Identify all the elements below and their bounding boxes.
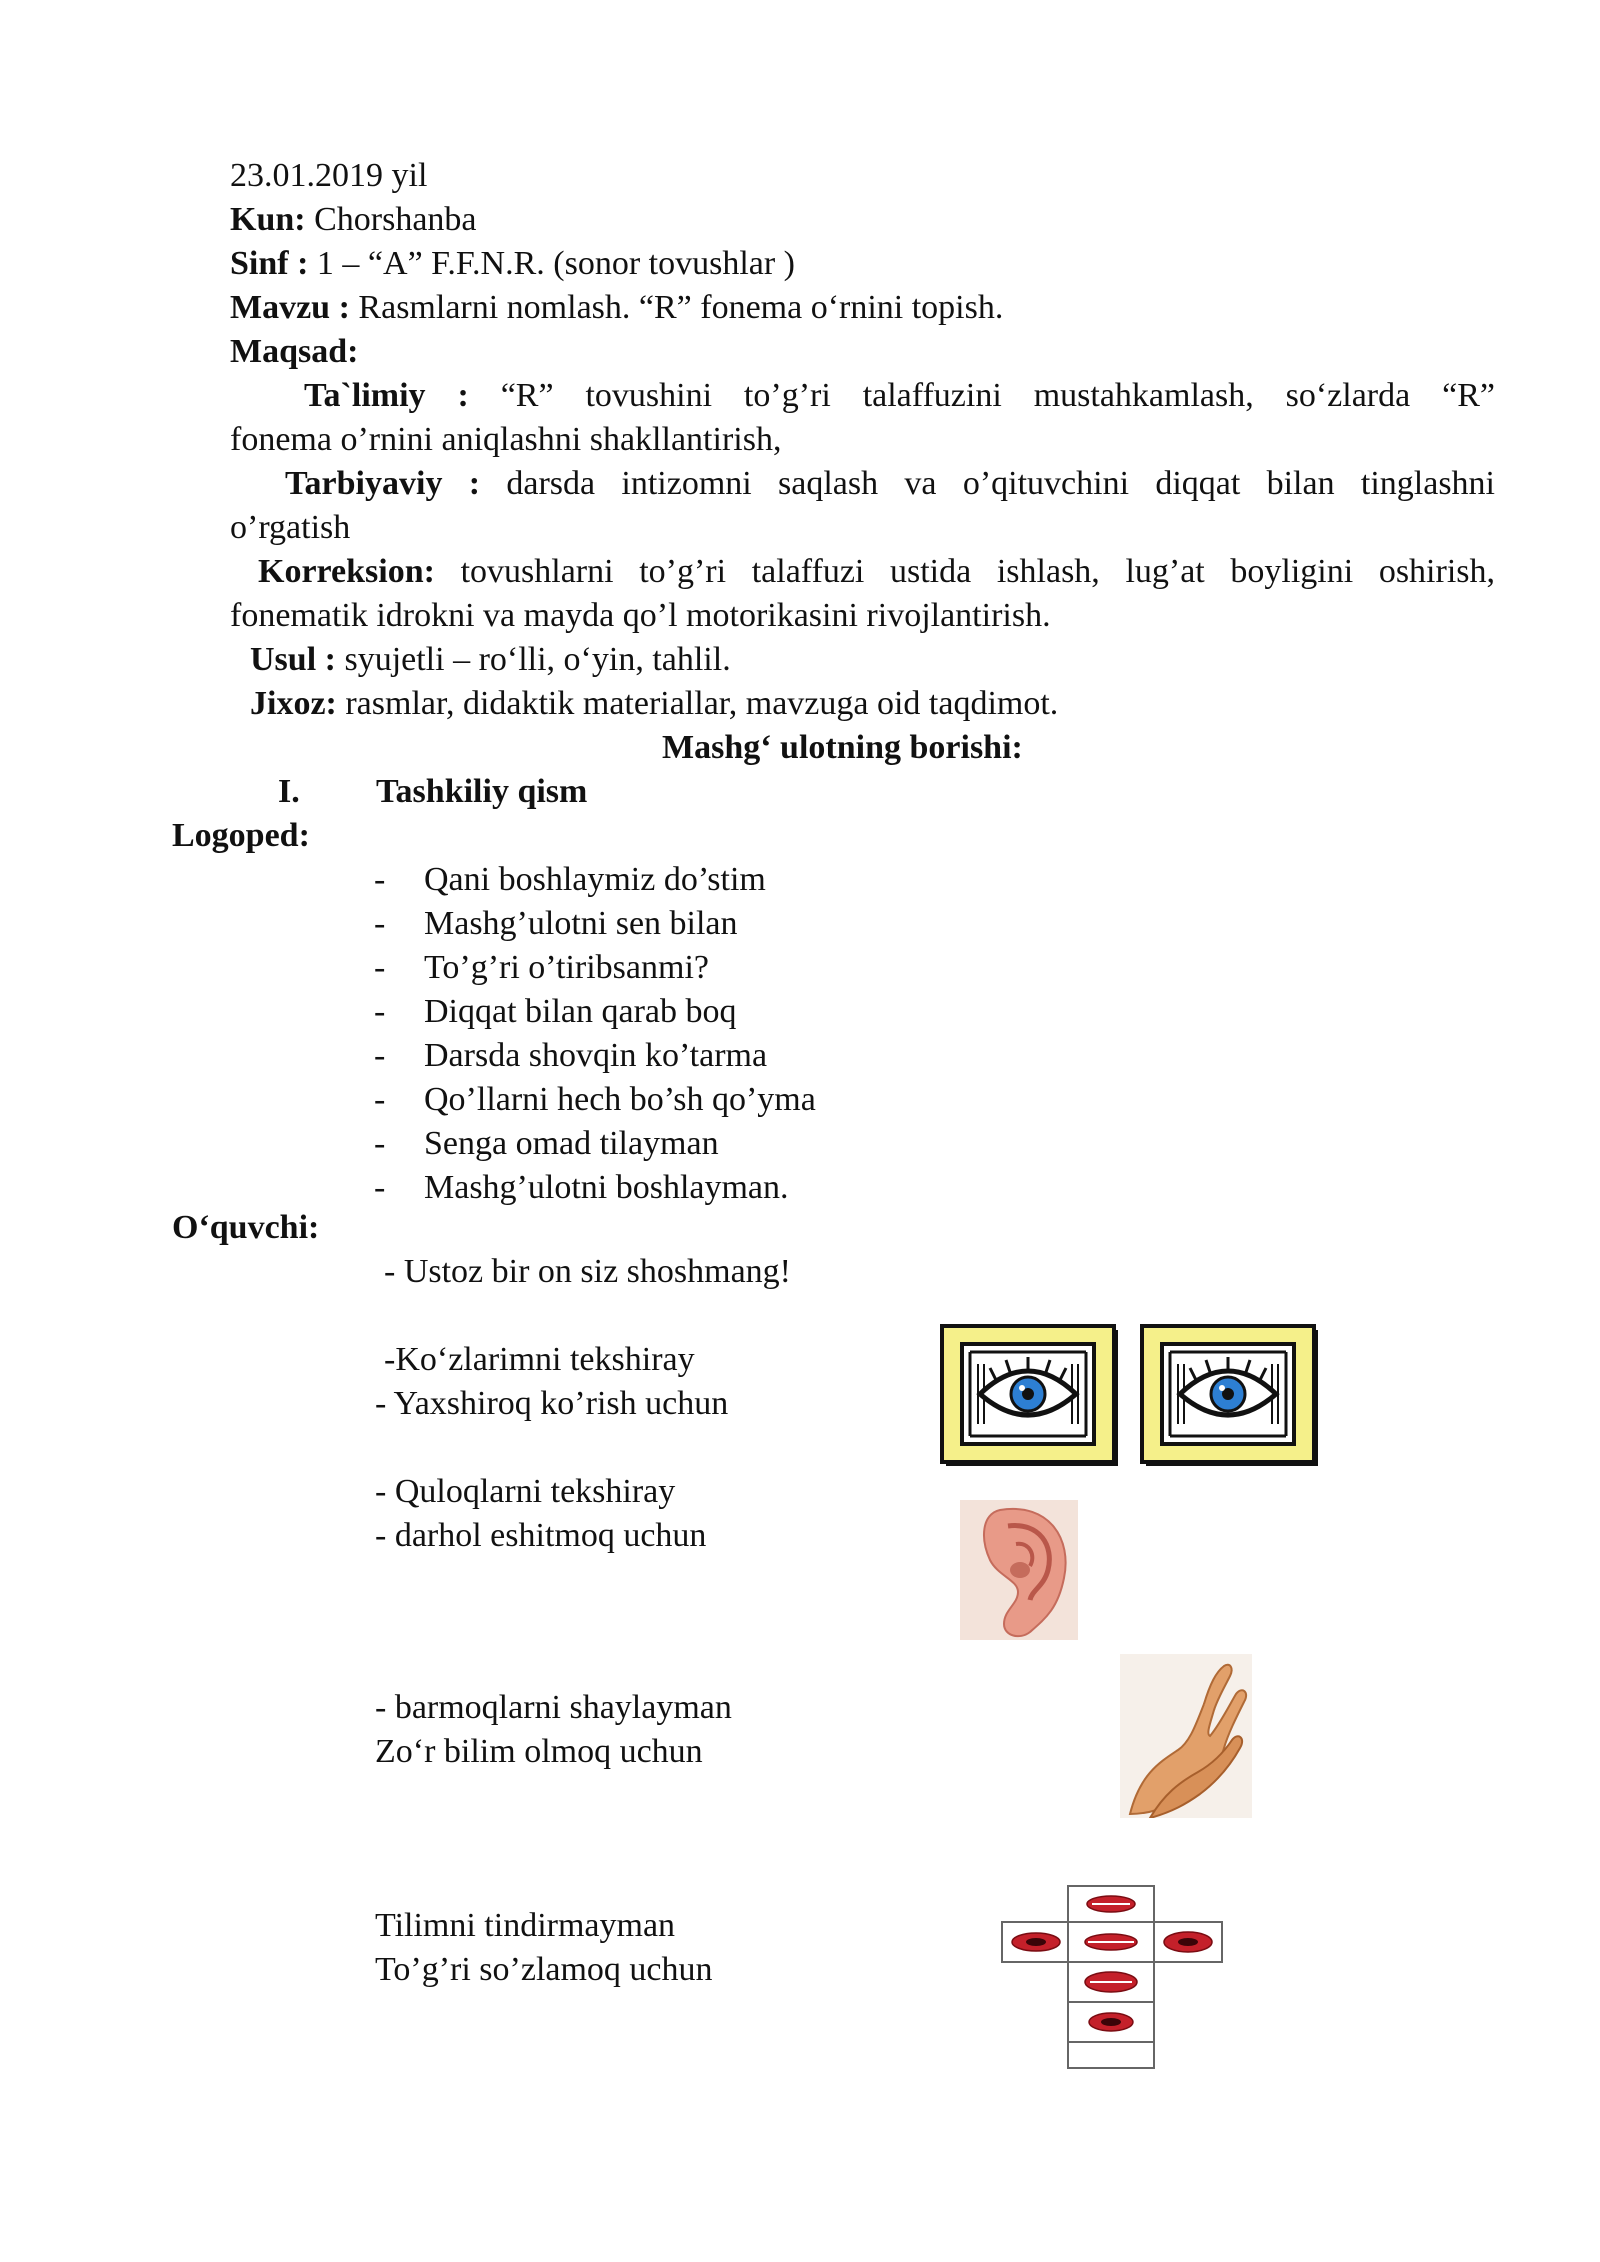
korreksion-label: Korreksion: <box>258 553 435 590</box>
list-dash: - <box>374 1125 386 1162</box>
talimiy-line-2: fonema o’rnini aniqlashni shakllantirish, <box>230 421 782 458</box>
talimiy-label: Ta`limiy : <box>304 377 469 414</box>
day-label: Kun: <box>230 201 306 238</box>
list-dash: - <box>374 949 386 986</box>
logoped-line: Darsda shovqin ko’tarma <box>424 1037 768 1074</box>
tarbiyaviy-line-2: o’rgatish <box>230 509 351 546</box>
eye-icon <box>940 1324 1122 1470</box>
student-line-3: - Yaxshiroq ko’rish uchun <box>375 1385 729 1422</box>
section-number: I. <box>278 773 300 810</box>
jixoz-line: Jixoz: rasmlar, didaktik materiallar, mavzuga oid taqdimot. <box>250 685 1059 722</box>
korreksion-line-1: Korreksion: tovushlarni to’g’ri talaffuzi ustida ishlash, lug’at boyligini oshirish, <box>258 553 1495 590</box>
logoped-line: Diqqat bilan qarab boq <box>424 993 737 1030</box>
logoped-line: Qo’llarni hech bo’sh qo’yma <box>424 1081 816 1118</box>
logoped-line: To’g’ri o’tiribsanmi? <box>424 949 709 986</box>
day-value: Chorshanba <box>305 201 477 238</box>
student-line-8: Tilimni tindirmayman <box>375 1907 676 1944</box>
list-dash: - <box>374 993 386 1030</box>
topic-label: Mavzu : <box>230 289 350 326</box>
ear-icon <box>960 1500 1078 1640</box>
logoped-label: Logoped: <box>172 817 310 854</box>
topic-line <box>230 286 1003 330</box>
goal-label: Maqsad: <box>230 333 359 370</box>
talimiy-line-1: Ta`limiy : “R” tovushini to’g’ri talaffuzini mustahkamlash, so‘zlarda “R” <box>304 377 1495 414</box>
logoped-line: Senga omad tilayman <box>424 1125 719 1162</box>
student-label: O‘quvchi: <box>172 1209 320 1246</box>
korreksion-paragraph <box>230 550 1495 638</box>
student-line-7: Zo‘r bilim olmoq uchun <box>375 1733 703 1770</box>
class-value: 1 – “A” F.F.N.R. (sonor tovushlar ) <box>308 245 795 282</box>
usul-line: Usul : syujetli – ro‘lli, o‘yin, tahlil. <box>250 641 731 678</box>
eye-icon <box>1140 1324 1322 1470</box>
class-line <box>230 242 795 286</box>
logoped-line: Mashg’ulotni boshlayman. <box>424 1169 789 1206</box>
student-line-5: - darhol eshitmoq uchun <box>375 1517 707 1554</box>
lips-cube-icon <box>1000 1884 1224 2070</box>
usul-label: Usul : <box>250 641 336 678</box>
tarbiyaviy-paragraph <box>230 462 1495 550</box>
student-line-1: - Ustoz bir on siz shoshmang! <box>384 1253 792 1290</box>
hands-icon <box>1120 1654 1252 1818</box>
logoped-line: Qani boshlaymiz do’stim <box>424 861 766 898</box>
list-dash: - <box>374 905 386 942</box>
logoped-line: Mashg’ulotni sen bilan <box>424 905 738 942</box>
list-dash: - <box>374 1169 386 1206</box>
talimiy-paragraph <box>230 374 1495 462</box>
student-line-9: To’g’ri so’zlamoq uchun <box>375 1951 713 1988</box>
tarbiyaviy-label: Tarbiyaviy : <box>285 465 481 502</box>
class-label: Sinf : <box>230 245 309 282</box>
student-line-2: -Ko‘zlarimni tekshiray <box>384 1341 695 1378</box>
student-line-6: - barmoqlarni shaylayman <box>375 1689 732 1726</box>
student-line-4: - Quloqlarni tekshiray <box>375 1473 676 1510</box>
list-dash: - <box>374 861 386 898</box>
day-line <box>230 198 477 242</box>
list-dash: - <box>374 1037 386 1074</box>
lesson-heading: Mashg‘ ulotning borishi: <box>662 729 1023 766</box>
topic-value: Rasmlarni nomlash. “R” fonema o‘rnini topish. <box>349 289 1004 326</box>
section-title: Tashkiliy qism <box>376 773 588 810</box>
korreksion-line-2: fonematik idrokni va mayda qo’l motorikasini rivojlantirish. <box>230 597 1051 634</box>
tarbiyaviy-line-1: Tarbiyaviy : darsda intizomni saqlash va o’qituvchini diqqat bilan tinglashni <box>285 465 1495 502</box>
lesson-date: 23.01.2019 yil <box>230 157 428 194</box>
jixoz-label: Jixoz: <box>250 685 337 722</box>
list-dash: - <box>374 1081 386 1118</box>
